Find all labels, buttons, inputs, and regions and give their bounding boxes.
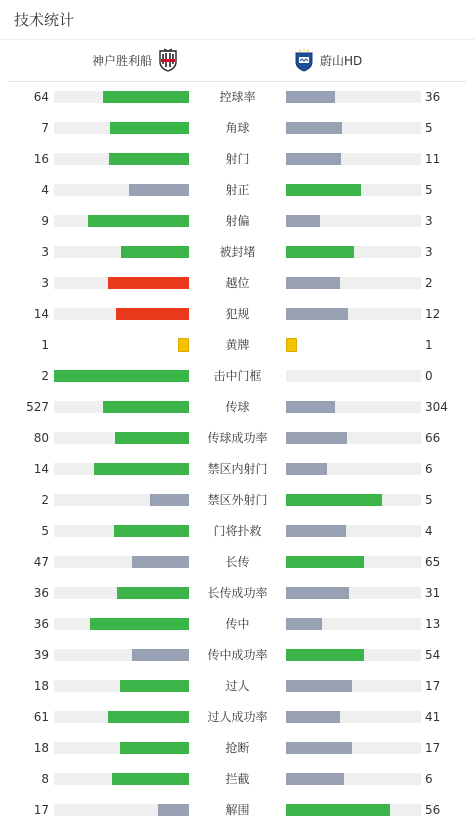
away-stat-bar — [286, 773, 344, 785]
stat-row — [0, 609, 475, 640]
home-stat-bar-track — [54, 525, 189, 537]
home-stat-bar-track — [54, 804, 189, 816]
home-stat-value: 36 — [33, 586, 49, 600]
away-stat-bar — [286, 246, 354, 258]
away-stat-value: 2 — [425, 276, 433, 290]
home-stat-bar — [109, 153, 189, 165]
stat-row — [0, 237, 475, 268]
away-stat-bar-track — [286, 556, 421, 568]
away-stat-bar — [286, 91, 335, 103]
home-stat-value: 7 — [41, 121, 49, 135]
stat-row — [0, 175, 475, 206]
away-stat-bar-track — [286, 618, 421, 630]
home-stat-bar — [132, 556, 189, 568]
home-stat-bar-track — [54, 556, 189, 568]
home-stat-bar — [115, 432, 189, 444]
away-stat-bar — [286, 494, 382, 506]
away-stat-value: 0 — [425, 369, 433, 383]
away-stat-value: 41 — [425, 710, 441, 724]
home-stat-bar — [120, 742, 189, 754]
stat-row — [0, 516, 475, 547]
away-stat-value: 66 — [425, 431, 441, 445]
away-stat-bar — [286, 277, 340, 289]
home-stat-value: 18 — [33, 741, 49, 755]
stat-row — [0, 578, 475, 609]
home-stat-value: 527 — [26, 400, 49, 414]
home-stat-value: 64 — [33, 90, 49, 104]
away-yellow-card-icon — [286, 338, 297, 352]
home-stat-bar-track — [54, 122, 189, 134]
away-team-name: 蔚山HD — [320, 53, 363, 68]
home-stat-bar-track — [54, 308, 189, 320]
away-stat-value: 13 — [425, 617, 441, 631]
stat-row — [0, 764, 475, 795]
home-stat-bar — [88, 215, 189, 227]
home-stat-bar-track — [54, 680, 189, 692]
home-stat-bar-track — [54, 246, 189, 258]
away-stat-bar — [286, 711, 340, 723]
away-stat-bar-track — [286, 277, 421, 289]
stat-label: 门将扑救 — [213, 524, 262, 538]
away-stat-bar-track — [286, 401, 421, 413]
stat-label: 禁区内射门 — [207, 462, 268, 476]
section-title: 技术统计 — [14, 11, 75, 29]
home-stat-bar — [108, 711, 189, 723]
home-stat-value: 5 — [41, 524, 49, 538]
stat-row — [0, 144, 475, 175]
home-stat-bar-track — [54, 432, 189, 444]
stat-row — [0, 392, 475, 423]
away-stat-value: 12 — [425, 307, 441, 321]
stat-row — [0, 82, 475, 113]
away-stat-bar-track — [286, 246, 421, 258]
stat-row — [0, 299, 475, 330]
home-stat-value: 80 — [33, 431, 49, 445]
away-stat-value: 304 — [425, 400, 448, 414]
away-stat-bar-track — [286, 91, 421, 103]
home-stat-value: 14 — [33, 462, 49, 476]
away-stat-bar — [286, 401, 335, 413]
away-stat-bar — [286, 649, 364, 661]
home-stat-bar-track — [54, 711, 189, 723]
away-stat-value: 6 — [425, 772, 433, 786]
stat-row — [0, 268, 475, 299]
away-stat-bar-track — [286, 308, 421, 320]
stat-row — [0, 113, 475, 144]
away-stat-bar — [286, 122, 342, 134]
home-stat-value: 8 — [41, 772, 49, 786]
stat-label: 控球率 — [219, 90, 256, 104]
home-stat-bar-track — [54, 742, 189, 754]
home-stat-bar-track — [54, 277, 189, 289]
away-stat-bar — [286, 556, 364, 568]
stat-label: 射偏 — [225, 214, 250, 228]
away-stat-value: 31 — [425, 586, 441, 600]
home-stat-value: 3 — [41, 245, 49, 259]
home-stat-bar — [150, 494, 189, 506]
home-stat-bar — [116, 308, 189, 320]
home-stat-bar — [117, 587, 189, 599]
away-stat-bar-track — [286, 804, 421, 816]
stat-label: 黄牌 — [225, 338, 250, 352]
home-stat-bar-track — [54, 494, 189, 506]
away-stat-value: 36 — [425, 90, 441, 104]
stat-row — [0, 361, 475, 392]
home-stat-bar-track — [54, 618, 189, 630]
home-stat-bar — [94, 463, 189, 475]
stat-label: 被封堵 — [219, 245, 256, 259]
home-stat-bar — [103, 91, 189, 103]
home-team-name: 神户胜利船 — [91, 53, 152, 68]
home-stat-bar — [129, 184, 189, 196]
away-stat-value: 1 — [425, 338, 433, 352]
home-stat-value: 1 — [41, 338, 49, 352]
home-stat-value: 17 — [33, 803, 49, 817]
home-stat-value: 3 — [41, 276, 49, 290]
stat-label: 射正 — [225, 183, 250, 197]
away-stat-bar — [286, 587, 349, 599]
stat-row — [0, 671, 475, 702]
stat-label: 解围 — [225, 803, 250, 817]
stat-label: 传球成功率 — [207, 431, 268, 445]
away-stat-value: 65 — [425, 555, 441, 569]
away-stat-bar — [286, 153, 341, 165]
away-stat-value: 5 — [425, 121, 433, 135]
home-stat-bar-track — [54, 215, 189, 227]
away-stat-bar — [286, 525, 346, 537]
away-stat-bar — [286, 680, 352, 692]
away-stat-bar — [286, 308, 348, 320]
away-stat-bar-track — [286, 370, 421, 382]
away-stat-bar — [286, 463, 327, 475]
stat-label: 传中 — [225, 617, 250, 631]
away-stat-bar-track — [286, 215, 421, 227]
stat-row — [0, 423, 475, 454]
stat-label: 拦截 — [225, 772, 250, 786]
away-stat-bar — [286, 618, 322, 630]
away-stat-bar-track — [286, 742, 421, 754]
away-stat-bar — [286, 804, 390, 816]
teams-row — [9, 40, 466, 82]
away-stat-value: 5 — [425, 493, 433, 507]
home-team[interactable] — [92, 40, 178, 80]
away-stat-bar — [286, 432, 347, 444]
stat-label: 过人成功率 — [207, 710, 268, 724]
stat-row — [0, 485, 475, 516]
away-stat-bar-track — [286, 587, 421, 599]
home-stat-value: 14 — [33, 307, 49, 321]
home-stat-value: 36 — [33, 617, 49, 631]
stat-row — [0, 330, 475, 361]
home-stat-value: 2 — [41, 369, 49, 383]
away-team[interactable] — [294, 40, 362, 80]
away-stat-value: 5 — [425, 183, 433, 197]
away-stat-value: 3 — [425, 214, 433, 228]
home-stat-bar-track — [54, 649, 189, 661]
away-stat-value: 17 — [425, 741, 441, 755]
home-stat-value: 16 — [33, 152, 49, 166]
home-stat-bar — [108, 277, 189, 289]
away-stat-value: 17 — [425, 679, 441, 693]
stat-row — [0, 640, 475, 671]
away-stat-bar-track — [286, 773, 421, 785]
away-stat-bar-track — [286, 711, 421, 723]
home-stat-bar — [110, 122, 189, 134]
home-stat-value: 4 — [41, 183, 49, 197]
home-stat-value: 61 — [33, 710, 49, 724]
home-stat-value: 9 — [41, 214, 49, 228]
stat-row — [0, 795, 475, 826]
stat-label: 抢断 — [225, 741, 250, 755]
away-stat-bar-track — [286, 649, 421, 661]
away-stat-bar-track — [286, 122, 421, 134]
home-stat-bar — [158, 804, 189, 816]
away-stat-value: 11 — [425, 152, 441, 166]
stats-list — [0, 82, 475, 826]
home-stat-bar-track — [54, 773, 189, 785]
stat-label: 犯规 — [225, 307, 250, 321]
home-stat-value: 18 — [33, 679, 49, 693]
home-team-crest-icon — [158, 48, 178, 72]
stat-label: 角球 — [225, 121, 250, 135]
stat-label: 禁区外射门 — [207, 493, 268, 507]
home-stat-bar — [103, 401, 189, 413]
away-stat-value: 4 — [425, 524, 433, 538]
stat-label: 传球 — [225, 400, 250, 414]
home-yellow-card-icon — [178, 338, 189, 352]
away-stat-bar-track — [286, 494, 421, 506]
home-stat-bar — [121, 246, 189, 258]
away-team-crest-icon — [294, 48, 314, 72]
home-stat-value: 47 — [33, 555, 49, 569]
away-stat-value: 6 — [425, 462, 433, 476]
home-stat-bar — [114, 525, 189, 537]
stat-label: 过人 — [225, 679, 250, 693]
stat-label: 长传成功率 — [207, 586, 268, 600]
stat-label: 越位 — [225, 276, 250, 290]
home-stat-bar-track — [54, 463, 189, 475]
stats-header — [0, 0, 475, 40]
stat-row — [0, 547, 475, 578]
home-stat-bar-track — [54, 91, 189, 103]
home-stat-bar-track — [54, 370, 189, 382]
home-stat-value: 2 — [41, 493, 49, 507]
away-stat-value: 56 — [425, 803, 441, 817]
away-stat-bar-track — [286, 153, 421, 165]
away-stat-value: 3 — [425, 245, 433, 259]
away-stat-bar-track — [286, 184, 421, 196]
stat-row — [0, 702, 475, 733]
home-stat-bar-track — [54, 401, 189, 413]
stat-label: 击中门框 — [213, 369, 262, 383]
home-stat-bar — [54, 370, 189, 382]
away-stat-bar — [286, 215, 320, 227]
stat-label: 传中成功率 — [207, 648, 268, 662]
home-stat-bar-track — [54, 184, 189, 196]
away-stat-bar — [286, 184, 361, 196]
stat-row — [0, 454, 475, 485]
home-stat-bar — [112, 773, 189, 785]
home-stat-bar — [90, 618, 189, 630]
stat-row — [0, 733, 475, 764]
home-stat-value: 39 — [33, 648, 49, 662]
stat-row — [0, 206, 475, 237]
home-stat-bar — [120, 680, 189, 692]
home-stat-bar-track — [54, 153, 189, 165]
home-stat-bar — [132, 649, 189, 661]
stat-label: 射门 — [225, 152, 250, 166]
away-stat-bar-track — [286, 525, 421, 537]
stat-label: 长传 — [225, 555, 250, 569]
away-stat-bar-track — [286, 432, 421, 444]
away-stat-value: 54 — [425, 648, 441, 662]
away-stat-bar-track — [286, 463, 421, 475]
away-stat-bar-track — [286, 680, 421, 692]
home-stat-bar-track — [54, 587, 189, 599]
away-stat-bar — [286, 742, 352, 754]
